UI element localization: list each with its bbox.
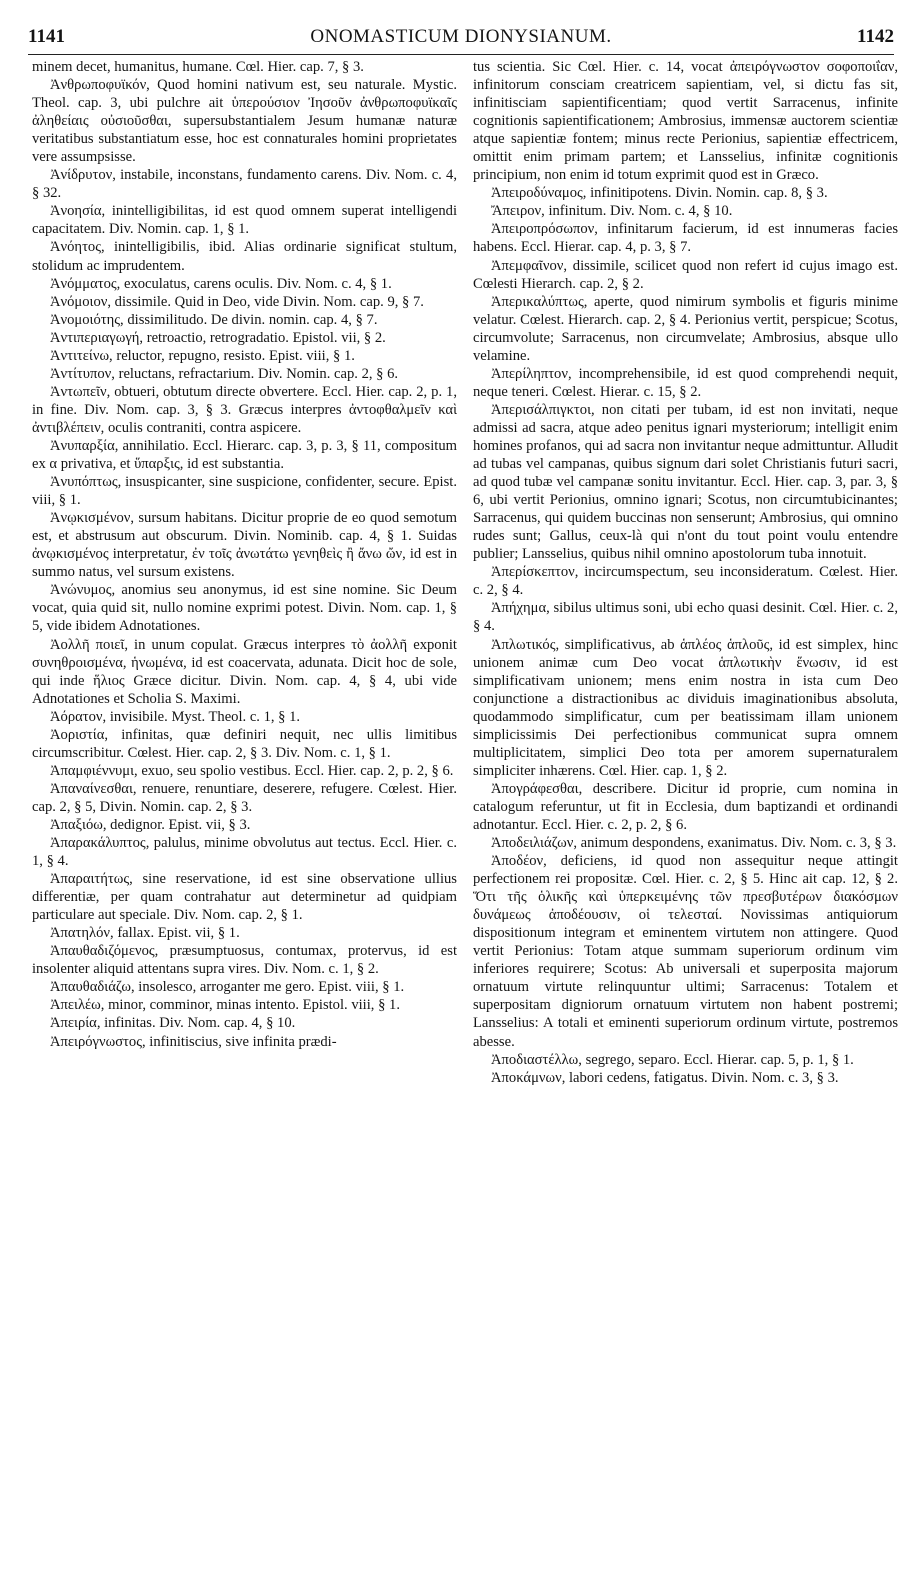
dictionary-entry: Ἀντωπεῖν, obtueri, obtutum directe obvertere. Eccl. Hier. cap. 2, p. 1, in fine. Div. Nom. cap. 3, § 3. Græcus interpres ἀντοφθαλμεῖν καὶ ἀντιβλέπειν, oculis contraniti, contra aspicere.	[32, 383, 457, 436]
dictionary-entry: Ἀνόμματος, exoculatus, carens oculis. Div. Nom. c. 4, § 1.	[50, 275, 392, 292]
dictionary-entry: Ἀόρατον, invisibile. Myst. Theol. c. 1, § 1.	[50, 708, 301, 725]
page-title: ONOMASTICUM DIONYSIANUM.	[310, 26, 612, 47]
dictionary-entry: Ἀπειροδύναμος, infinitipotens. Divin. Nomin. cap. 8, § 3.	[491, 185, 828, 202]
dictionary-entry: Ἀποδιαστέλλω, segrego, separo. Eccl. Hierar. cap. 5, p. 1, § 1.	[491, 1051, 854, 1068]
header-rule	[28, 54, 894, 55]
dictionary-entry: Ἀνώνυμος, anomius seu anonymus, id est sine nomine. Sic Deum vocat, quia quid sit, nullo nomine exprimi potest. Divin. Nom. cap. 1, § 5, vide ibidem Adnotationes.	[32, 582, 457, 635]
dictionary-entry: Ἀνῳκισμένον, sursum habitans. Dicitur proprie de eo quod semotum est, et abstrusum aut obscurum. Divin. Nominib. cap. 4, § 1. Suidas ἀνῳκισμένος interpretatur, ἐν τοῖς ἀνωτάτω γενηθεὶς ἢ ἄνω ὤν, id est in summo natus, vel sursum existens.	[32, 510, 457, 581]
dictionary-entry: Ἀπαμφιέννυμι, exuo, seu spolio vestibus. Eccl. Hier. cap. 2, p. 2, § 6.	[50, 762, 454, 779]
dictionary-entry: Ἀπερίληπτον, incomprehensibile, id est quod comprehendi nequit, neque teneri. Cœlest. Hierar. c. 15, § 2.	[473, 365, 898, 400]
dictionary-entry: Ἀοριστία, infinitas, quæ definiri nequit, nec ullis limitibus circumscribitur. Cœlest. Hier. cap. 2, § 3. Div. Nom. c. 1, § 1.	[32, 726, 457, 761]
dictionary-entry: Ἀπερίσκεπτον, incircumspectum, seu inconsideratum. Cœlest. Hier. c. 2, § 4.	[473, 564, 898, 599]
dictionary-entry: Ἀποδέον, deficiens, id quod non assequitur neque attingit perfectionem rei propositæ. Cœl. Hier. c. 2, § 5. Hinc ait cap. 12, § 2. Ὅτι τῆς ὁλικῆς καὶ ὑπερκειμένης τῶν πρεσβυτέρων διακόσμων δυνάμεως ἀποδέουσιν, οἱ τελεσταί. Novissimas antiquiorum dispositionum integram et eminentem virtutem non attingere. Quod vertit Perionius: Totam atque summam superiorum ordinum vim inferiores requirere; Scotus: Ab universali et superposita majorum ornatuum virtute relinquuntur ultimi; Sarracenus: Totalem et superpositam digniorum ornatuum virtutem non habent postremi; Lansselius: A totali et eminenti superiorum ordinum virtute, postremos abesse.	[473, 853, 898, 1050]
dictionary-entry: Ἀπογράφεσθαι, describere. Dicitur id proprie, cum nomina in catalogum referuntur, ut fit in Ecclesia, dum baptizandi et ordinandi adnotantur. Eccl. Hier. c. 2, p. 2, § 6.	[473, 780, 898, 833]
dictionary-entry: Ἀποκάμνων, labori cedens, fatigatus. Divin. Nom. c. 3, § 3.	[491, 1069, 839, 1086]
dictionary-entry: Ἀπερικαλύπτως, aperte, quod nimirum symbolis et figuris minime velatur. Cœlest. Hierarch. cap. 2, § 4. Perionius vertit, perspicue; Scotus, circumvolute; Sarracenus, non circumvelate; Ambrosius, absque ullo velamine.	[473, 293, 898, 364]
dictionary-entry: Ἄπειρον, infinitum. Div. Nom. c. 4, § 10.	[491, 203, 733, 220]
dictionary-entry: Ἀπήχημα, sibilus ultimus soni, ubi echo quasi desinit. Cœl. Hier. c. 2, § 4.	[473, 600, 898, 635]
dictionary-entry: Ἀπαυθαδιζόμενος, præsumptuosus, contumax, protervus, id est insolenter aliquid attentans supra vires. Div. Nom. c. 1, § 2.	[32, 943, 457, 978]
dictionary-entry: Ἀπαναίνεσθαι, renuere, renuntiare, deserere, refugere. Cœlest. Hier. cap. 2, § 5, Divin. Nomin. cap. 2, § 3.	[32, 780, 457, 815]
dictionary-entry: Ἀνοησία, inintelligibilitas, id est quod omnem superat intelligendi capacitatem. Div. Nomin. cap. 1, § 1.	[32, 203, 457, 238]
dictionary-entry: Ἀνόμοιον, dissimile. Quid in Deo, vide Divin. Nom. cap. 9, § 7.	[50, 293, 424, 310]
dictionary-entry: Ἀπατηλόν, fallax. Epist. vii, § 1.	[50, 925, 240, 942]
right-column	[473, 58, 898, 1558]
dictionary-entry: Ἀνίδρυτον, instabile, inconstans, fundamento carens. Div. Nom. c. 4, § 32.	[32, 167, 457, 202]
dictionary-entry: Ἀπλωτικός, simplificativus, ab ἁπλέος ἁπλοῦς, id est simplex, hinc unionem animæ cum Deo vocat ἁπλωτικὴν ἕνωσιν, id est simplificativam unionem; mens enim nostra in ista cum Deo conjunctione a distractionibus ac dividuis imaginationibus absoluta, quodammodo simplificatur, cum per beatissimam illam unionem simplicissimis Dei perfectionibus communicat supra omnem multiplicitatem, simplici Deo tota per amorem supernaturalem simpliciter inhærens. Cœl. Hier. cap. 1, § 2.	[473, 636, 898, 779]
dictionary-entry: Ἀνυπαρξία, annihilatio. Eccl. Hierarc. cap. 3, p. 3, § 11, compositum ex α privativa, et ὕπαρξις, id est substantia.	[32, 437, 457, 473]
left-page-number: 1141	[28, 26, 65, 47]
dictionary-entry: Ἀπαυθαδιάζω, insolesco, arroganter me gero. Epist. viii, § 1.	[50, 979, 405, 996]
dictionary-entry: Ἀπειρία, infinitas. Div. Nom. cap. 4, § 10.	[50, 1015, 296, 1032]
dictionary-entry: tus scientia. Sic Cœl. Hier. c. 14, vocat ἀπειρόγνωστον σοφοποιΐαν, infinitorum consciam creatricem sapientiam, vel, si dictu fas sit, infinitisciam sapientificentiam; quod vertit Sarracenus, infinite cognitionis sapientificationem; Ambrosius, immensæ auctorem scientiæ atque sapientiæ fontem; minus recte Perionius, sapientiæ effectricem, omittit enim primam partem; et Lansselius, infinitæ cognitionis principium, non enim id totum exprimit quod est in Græco.	[473, 59, 898, 184]
dictionary-entry: Ἀνθρωποφυϊκόν, Quod homini nativum est, seu naturale. Mystic. Theol. cap. 3, ubi pulchre ait ὑπερούσιον Ἰησοῦν ἀνθρωποφυϊκαῖς ἀληθείαις οὐσιοῦσθαι, supersubstantialem Jesum humanæ naturæ veritatibus substantiatum esse, hoc est connaturales homini proprietates vere assumpsisse.	[32, 77, 457, 166]
dictionary-entry: Ἀνόητος, inintelligibilis, ibid. Alias ordinarie significat stultum, stolidum ac imprudentem.	[32, 239, 457, 274]
left-column	[32, 58, 457, 1558]
dictionary-entry: Ἀολλῆ ποιεῖ, in unum copulat. Græcus interpres τὸ ἀολλῆ exponit συνηθροισμένα, ἡνωμένα, id est coacervata, adunata. Dicit hoc de sole, qui inde ἥλιος Græce dicitur. Divin. Nom. cap. 4, § 4, ubi vide Adnotationes et Scholia S. Maximi.	[32, 636, 457, 707]
dictionary-entry: Ἀπαραιτήτως, sine reservatione, id est sine observatione ullius differentiæ, per quam contrahatur aut determinetur ad quidpiam particulare aut speciale. Div. Nom. cap. 2, § 1.	[32, 871, 457, 924]
running-header	[28, 22, 894, 52]
dictionary-entry: Ἀπερισάλπιγκτοι, non citati per tubam, id est non invitati, neque admissi ad sacra, atque adeo penitus ignari mysteriorum; intelligit enim homines profanos, qui ad sacra non invitantur neque admittuntur. Alludit ad tubas vel campanas, quibus signum dari solet Christianis futuri sacri, ad quod tubæ vel campanæ sonitu invitantur. Eccl. Hier. cap. 3, par. 3, § 6, ubi vertit Perionius, omnino ignari; Scotus, non circumtubicinantes; Sarracenus, qui quidem buccinas non senserunt; Ambrosius, qui omnino rudes sunt; Gallus, ceux-là qui n'ont du tout point voulu entendre publier; Lansselius, quibus nihil omnino apostolorum tuba innotuit.	[473, 401, 898, 563]
dictionary-entry: Ἀνυπόπτως, insuspicanter, sine suspicione, confidenter, secure. Epist. viii, § 1.	[32, 474, 457, 509]
dictionary-entry: Ἀπαξιόω, dedignor. Epist. vii, § 3.	[50, 816, 251, 833]
dictionary-entry: Ἀπειροπρόσωπον, infinitarum facierum, id est innumeras facies habens. Eccl. Hierar. cap. 4, p. 3, § 7.	[473, 221, 898, 256]
dictionary-entry: Ἀντιπεριαγωγή, retroactio, retrogradatio. Epistol. vii, § 2.	[50, 329, 386, 346]
dictionary-entry: Ἀπειλέω, minor, comminor, minas intento. Epistol. viii, § 1.	[50, 997, 400, 1014]
dictionary-entry: Ἀποδειλιάζων, animum despondens, exanimatus. Div. Nom. c. 3, § 3.	[491, 835, 897, 852]
dictionary-entry: Ἀντίτυπον, reluctans, refractarium. Div. Nomin. cap. 2, § 6.	[50, 365, 399, 382]
dictionary-entry: Ἀνομοιότης, dissimilitudo. De divin. nomin. cap. 4, § 7.	[50, 311, 378, 328]
dictionary-entry: Ἀπαρακάλυπτος, palulus, minime obvolutus aut tectus. Eccl. Hier. c. 1, § 4.	[32, 835, 457, 870]
dictionary-entry: Ἀντιτείνω, reluctor, repugno, resisto. Epist. viii, § 1.	[50, 347, 355, 364]
dictionary-entry: Ἀπεμφαῖνον, dissimile, scilicet quod non refert id cujus imago est. Cœlesti Hierarch. cap. 2, § 2.	[473, 257, 898, 292]
dictionary-entry: minem decet, humanitus, humane. Cœl. Hier. cap. 7, § 3.	[32, 59, 364, 75]
right-page-number: 1142	[857, 26, 894, 47]
dictionary-entry: Ἀπειρόγνωστος, infinitiscius, sive infinita prædi-	[50, 1033, 337, 1050]
